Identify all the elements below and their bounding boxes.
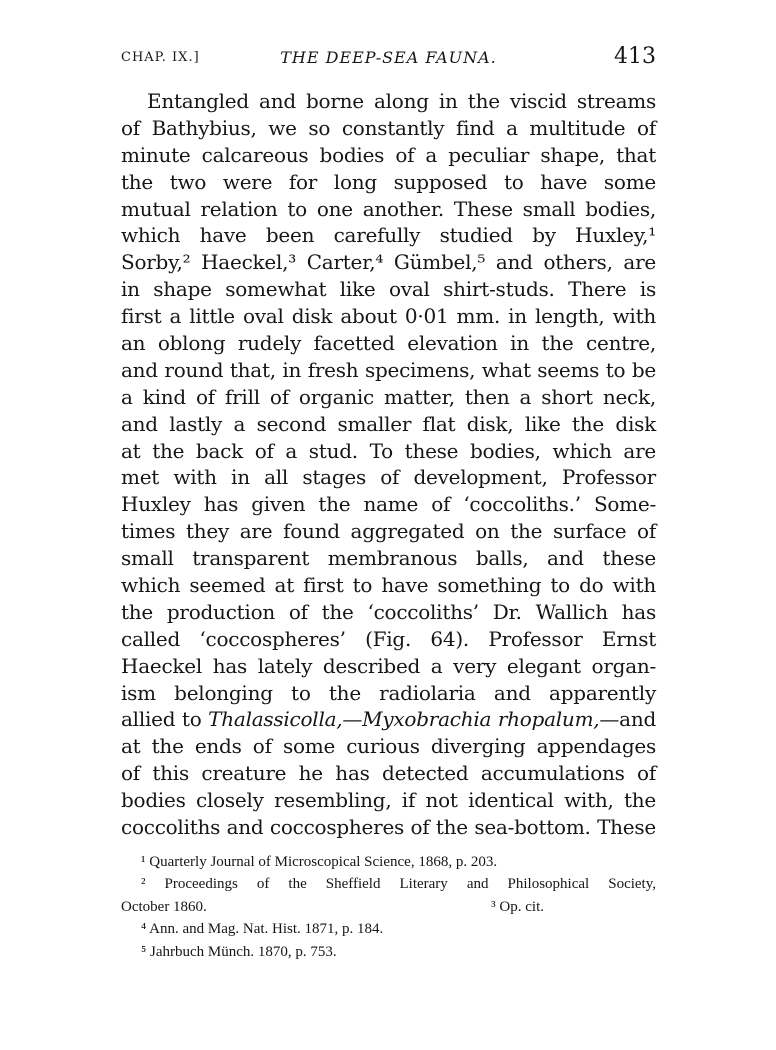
running-header (121, 44, 656, 74)
chapter-label: CHAP. IX.] (121, 50, 200, 65)
text-line: an oblong rudely facetted elevation in the centre, (121, 331, 656, 356)
page-number: 413 (614, 44, 656, 69)
text-line: Sorby,² Haeckel,³ Carter,⁴ Gümbel,⁵ and others, are (121, 250, 656, 275)
body-text (121, 88, 656, 841)
text-line: in shape somewhat like oval shirt-studs. There is (121, 277, 656, 302)
text-line: which seemed at first to have something to do with (121, 573, 656, 598)
species-name: Thalassicolla,—Myxobrachia rhopalum, (208, 707, 600, 732)
text-line: of this creature he has detected accumulations of (121, 761, 656, 786)
text-line: and lastly a second smaller flat disk, like the disk (121, 411, 656, 436)
footnote-5: ⁵ Jahrbuch Münch. 1870, p. 753. (141, 943, 337, 960)
text-line: of Bathybius, we so constantly find a multitude of (121, 115, 656, 140)
text-line: times they are found aggregated on the surface of (121, 519, 656, 544)
text-line: first a little oval disk about 0·01 mm. in length, with (121, 304, 656, 329)
text-line: minute calcareous bodies of a peculiar shape, that (121, 142, 656, 167)
text-line: a kind of frill of organic matter, then a short neck, (121, 384, 656, 409)
text-line: the two were for long supposed to have some (121, 169, 656, 194)
footnote-2-continued (121, 896, 656, 918)
footnote-4: ⁴ Ann. and Mag. Nat. Hist. 1871, p. 184. (141, 921, 384, 938)
running-title: THE DEEP-SEA FAUNA. (280, 48, 497, 67)
footnotes (121, 851, 656, 963)
footnote-2: ² Proceedings of the Sheffield Literary and Philosophical Society, (141, 876, 656, 893)
text-line: bodies closely resembling, if not identical with, the (121, 788, 656, 813)
text-line: at the ends of some curious diverging appendages (121, 734, 656, 759)
text-line: and round that, in fresh specimens, what seems to be (121, 357, 656, 382)
line-suffix: —and (599, 707, 656, 732)
text-line: the production of the ‘coccoliths’ Dr. Wallich has (121, 599, 656, 624)
text-line: Entangled and borne along in the viscid streams (147, 89, 656, 113)
text-line: ism belonging to the radiolaria and apparently (121, 680, 656, 705)
text-line: small transparent membranous balls, and these (121, 546, 656, 571)
text-line: at the back of a stud. To these bodies, which are (121, 438, 656, 463)
text-line: mutual relation to one another. These small bodies, (121, 196, 656, 221)
text-line: met with in all stages of development, Professor (121, 465, 656, 490)
text-line: Haeckel has lately described a very elegant organ- (121, 653, 656, 678)
text-line: which have been carefully studied by Huxley,¹ (121, 223, 656, 248)
text-line: coccoliths and coccospheres of the sea-bottom. These (121, 815, 656, 840)
footnote-1: ¹ Quarterly Journal of Microscopical Science, 1868, p. 203. (141, 854, 498, 870)
footnote-2-date: October 1860. (121, 898, 207, 915)
line-prefix: allied to (121, 707, 209, 732)
text-line: Huxley has given the name of ‘coccoliths.’ Some- (121, 492, 656, 517)
text-line-with-italics (121, 706, 656, 733)
text-line: called ‘coccospheres’ (Fig. 64). Professor Ernst (121, 626, 656, 651)
footnote-3: ³ Op. cit. (491, 898, 544, 915)
